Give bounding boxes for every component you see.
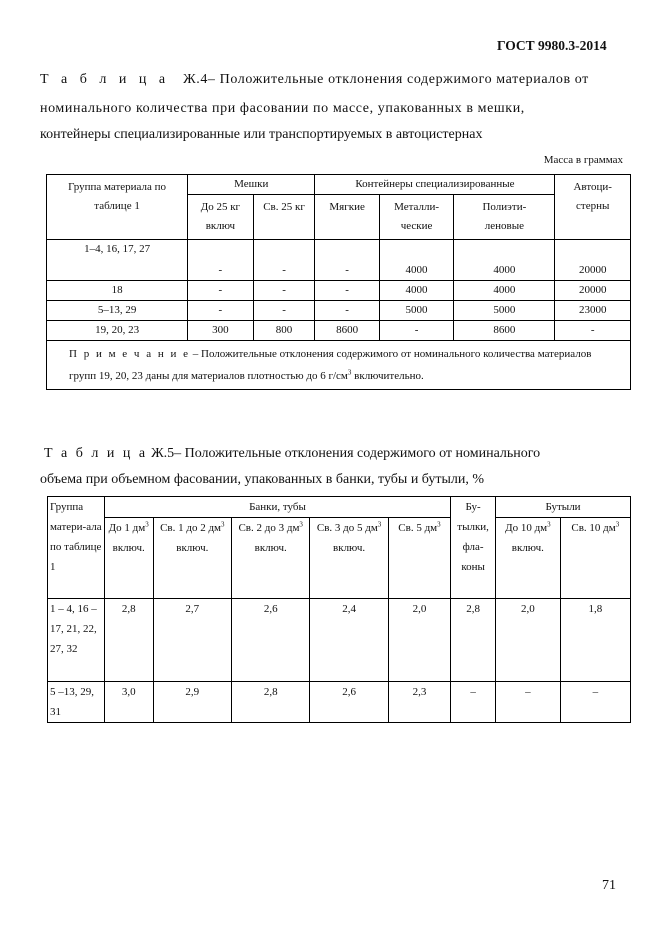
note-superscript: 3	[347, 368, 352, 377]
superscript: 3	[437, 520, 441, 529]
cell: 2,6	[310, 682, 388, 723]
cell: 2,7	[153, 599, 231, 682]
cell: 800	[253, 321, 315, 341]
cell: -	[379, 321, 453, 341]
header-group: Группа матери-ала по таблице 1	[48, 497, 105, 599]
cell: -	[188, 301, 254, 321]
cell: -	[315, 240, 379, 281]
header-b1	[496, 518, 561, 599]
table-j4-caption-line2: номинального количества при фасовании по массе, упакованных в мешки,	[40, 101, 525, 116]
header-b1-text: До 10 дм	[505, 522, 548, 534]
cell: -	[555, 321, 631, 341]
header-c5	[388, 518, 450, 599]
superscript: 3	[547, 520, 551, 529]
header-c3-text: Св. 2 до 3 дм	[238, 522, 300, 534]
header-group: Группа материала по таблице 1	[47, 175, 188, 240]
table-j4-caption-line1	[40, 72, 589, 88]
header-c3-suffix: включ.	[254, 542, 287, 554]
superscript: 3	[615, 520, 620, 529]
superscript: 3	[221, 520, 225, 529]
cell: 2,0	[388, 599, 450, 682]
cell: 4000	[454, 281, 555, 301]
cell: 8600	[454, 321, 555, 341]
table-row	[47, 321, 631, 341]
cell: -	[253, 281, 315, 301]
table-j4-caption-line3: контейнеры специализированные или транспортируемых в автоцистернах	[40, 127, 483, 142]
header-c1-text: До 1 дм	[108, 522, 146, 534]
cell: 1,8	[560, 599, 630, 682]
header-bottles-small: Бу-тылки, фла-коны	[451, 497, 496, 599]
cell: 5000	[379, 301, 453, 321]
cell: 23000	[555, 301, 631, 321]
cell-group: 18	[47, 281, 188, 301]
table-row	[47, 240, 631, 281]
cell: 300	[188, 321, 254, 341]
table-j5-caption-line2: объема при объемном фасовании, упакованных в банки, тубы и бутыли, %	[40, 472, 485, 487]
header-b1-suffix: включ.	[511, 542, 544, 554]
cell: -	[188, 281, 254, 301]
header-c4	[310, 518, 388, 599]
header-metal: Металли-ческие	[379, 195, 453, 240]
cell: 2,8	[451, 599, 496, 682]
header-bags: Мешки	[188, 175, 315, 195]
table-row	[48, 682, 631, 723]
header-c1-suffix: включ.	[112, 542, 145, 554]
cell-group: 19, 20, 23	[47, 321, 188, 341]
header-c5-text: Св. 5 дм	[398, 522, 438, 534]
cell: 2,9	[153, 682, 231, 723]
cell-group: 1–4, 16, 17, 27	[47, 240, 188, 281]
cell: -	[188, 240, 254, 281]
table-row	[47, 281, 631, 301]
header-c3	[232, 518, 310, 599]
header-c4-suffix: включ.	[333, 542, 366, 554]
header-c4-text: Св. 3 до 5 дм	[316, 522, 378, 534]
header-soft: Мягкие	[315, 195, 379, 240]
cell: -	[315, 281, 379, 301]
superscript: 3	[299, 520, 303, 529]
header-tanks: Автоци-стерны	[555, 175, 631, 240]
header-c2-text: Св. 1 до 2 дм	[160, 522, 222, 534]
table-j5	[47, 496, 631, 723]
page-number: 71	[602, 878, 616, 893]
cell: 4000	[379, 240, 453, 281]
cell: -	[253, 301, 315, 321]
cell: 20000	[555, 281, 631, 301]
cell: 2,6	[232, 599, 310, 682]
cell: 2,8	[232, 682, 310, 723]
table-j5-caption-line1	[44, 446, 540, 462]
header-b2-text: Св. 10 дм	[571, 522, 616, 534]
caption-text: Ж.4– Положительные отклонения содержимого материалов от	[183, 72, 589, 87]
cell-group: 1 – 4, 16 –17, 21, 22, 27, 32	[48, 599, 105, 682]
cell: 20000	[555, 240, 631, 281]
header-cans: Банки, тубы	[104, 497, 450, 518]
cell: 2,4	[310, 599, 388, 682]
cell: –	[451, 682, 496, 723]
cell: 3,0	[104, 682, 153, 723]
caption-label: Т а б л и ц а	[44, 446, 148, 461]
table-row	[47, 301, 631, 321]
cell: 4000	[379, 281, 453, 301]
table-note	[47, 341, 631, 390]
header-b2	[560, 518, 630, 599]
note-end: включительно.	[351, 370, 424, 382]
note-label: П р и м е ч а н и е	[69, 348, 190, 360]
cell: 5000	[454, 301, 555, 321]
cell: 2,8	[104, 599, 153, 682]
header-c1	[104, 518, 153, 599]
cell: 8600	[315, 321, 379, 341]
cell-group: 5–13, 29	[47, 301, 188, 321]
header-containers: Контейнеры специализированные	[315, 175, 555, 195]
cell: 4000	[454, 240, 555, 281]
cell: –	[496, 682, 561, 723]
superscript: 3	[145, 520, 149, 529]
document-header: ГОСТ 9980.3-2014	[497, 38, 607, 53]
header-poly: Полиэти-леновые	[454, 195, 555, 240]
header-c2	[153, 518, 231, 599]
note-text: – Положительные отклонения содержимого от номинального количества материалов групп 19, 20, 23 даны для материалов плотностью до 6 г/см	[69, 348, 592, 382]
table-j4	[46, 174, 631, 390]
header-bottles: Бутыли	[496, 497, 631, 518]
cell: -	[315, 301, 379, 321]
caption-label: Т а б л и ц а	[40, 72, 170, 87]
unit-label: Масса в граммах	[543, 154, 623, 166]
cell: –	[560, 682, 630, 723]
header-bags-upto: До 25 кг включ	[188, 195, 254, 240]
cell-group: 5 –13, 29, 31	[48, 682, 105, 723]
header-bags-over: Св. 25 кг	[253, 195, 315, 240]
caption-text: Ж.5– Положительные отклонения содержимого от номинального	[151, 446, 541, 461]
cell: 2,3	[388, 682, 450, 723]
superscript: 3	[377, 520, 382, 529]
table-row	[48, 599, 631, 682]
cell: 2,0	[496, 599, 561, 682]
header-c2-suffix: включ.	[176, 542, 209, 554]
cell: -	[253, 240, 315, 281]
